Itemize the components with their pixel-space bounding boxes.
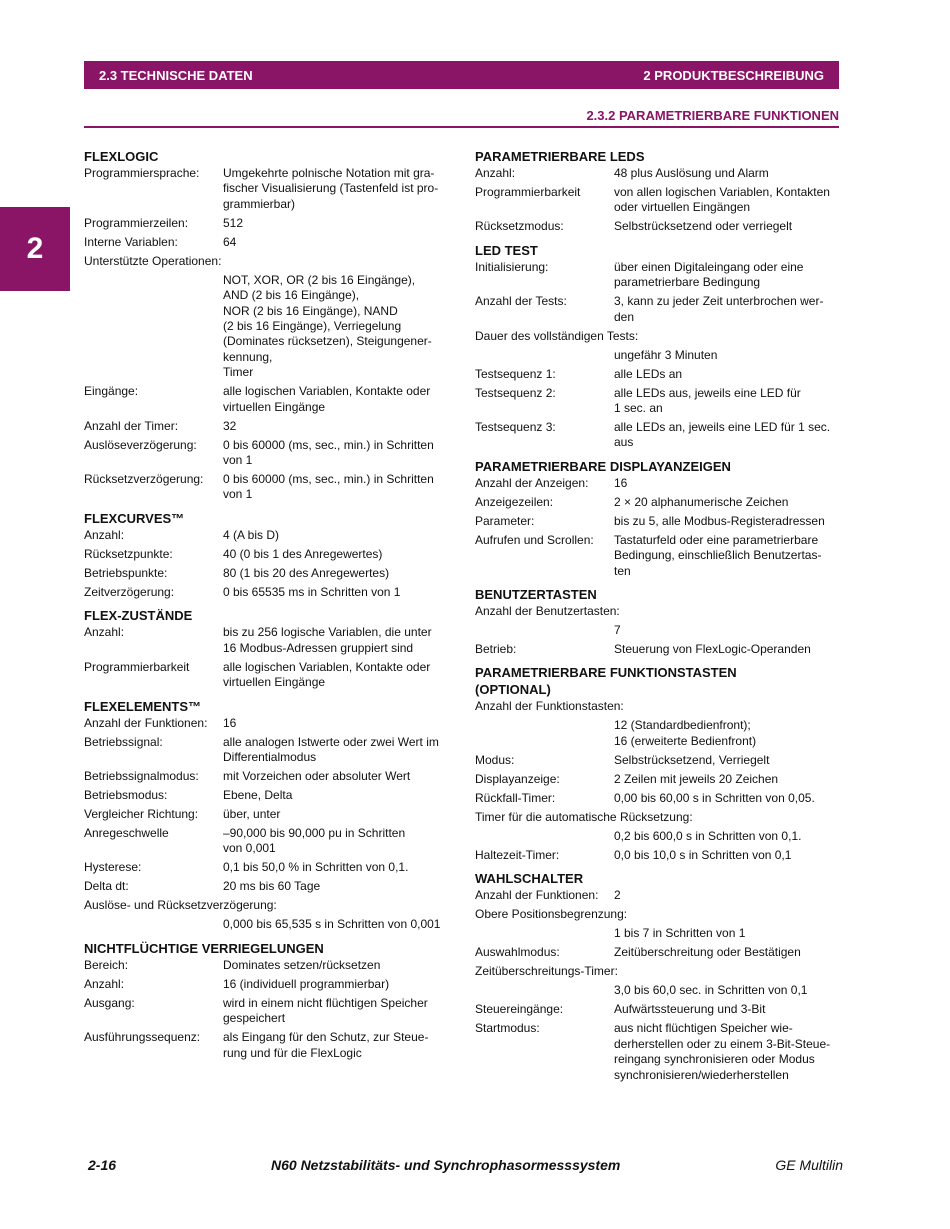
spec-heading: PARAMETRIERBARE LEDS	[475, 149, 645, 164]
spec-value: 40 (0 bis 1 des Anregewertes)	[223, 546, 383, 561]
spec-value: 12 (Standardbedienfront); 16 (erweiterte Bedienfront)	[614, 718, 757, 748]
spec-row	[84, 528, 454, 543]
spec-row	[475, 753, 845, 768]
spec-row	[84, 472, 454, 503]
section-title: 2.3 TECHNISCHE DATEN	[99, 67, 253, 83]
spec-value: Selbstrücksetzend oder verriegelt	[614, 219, 793, 234]
spec-block	[84, 940, 454, 1061]
spec-row	[475, 1021, 845, 1083]
spec-label: Zeitüberschreitungs-Timer:	[475, 964, 618, 979]
document-title: N60 Netzstabilitäts- und Synchrophasormesssystem	[271, 1157, 621, 1173]
spec-row	[84, 807, 454, 822]
spec-row	[475, 495, 845, 510]
spec-label: Startmodus:	[475, 1021, 540, 1036]
spec-heading: FLEXCURVES™	[84, 510, 185, 526]
spec-label: Anzahl der Tests:	[475, 294, 567, 309]
spec-value: 16 (individuell programmierbar)	[223, 976, 390, 991]
chapter-tab	[0, 207, 70, 291]
spec-row	[84, 566, 454, 581]
spec-heading: FLEXLOGIC	[84, 149, 159, 164]
spec-value: 1 bis 7 in Schritten von 1	[614, 926, 746, 941]
spec-value: bis zu 256 logische Variablen, die unter 16 Modbus-Adressen gruppiert sind	[223, 625, 432, 655]
spec-value: 20 ms bis 60 Tage	[223, 879, 321, 894]
spec-row	[475, 514, 845, 529]
brand-name: GE Multilin	[775, 1157, 843, 1173]
spec-block	[84, 510, 454, 600]
spec-value: 2 Zeilen mit jeweils 20 Zeichen	[614, 771, 779, 786]
spec-value: alle logischen Variablen, Kontakte oder virtuellen Eingänge	[223, 384, 431, 414]
spec-row	[84, 788, 454, 803]
spec-label: Betriebssignalmodus:	[84, 768, 199, 783]
spec-label: Anregeschwelle	[84, 825, 169, 840]
spec-label: Steuereingänge:	[475, 1002, 564, 1017]
spec-label: Hysterese:	[84, 860, 142, 875]
spec-row	[84, 977, 454, 992]
spec-value: Umgekehrte polnische Notation mit gra- fischer Visualisierung (Tastenfeld ist pro- grammierbar)	[223, 166, 439, 211]
spec-label: Testsequenz 3:	[475, 420, 556, 435]
page-number: 2-16	[88, 1157, 117, 1173]
spec-block	[84, 698, 454, 933]
spec-value: 0,000 bis 65,535 s in Schritten von 0,001	[223, 917, 441, 932]
spec-row	[84, 860, 454, 875]
spec-value: 3,0 bis 60,0 sec. in Schritten von 0,1	[614, 983, 808, 998]
spec-block	[475, 664, 845, 863]
spec-row	[475, 386, 845, 417]
spec-block	[475, 870, 845, 1083]
spec-label: Eingänge:	[84, 384, 139, 399]
spec-label: Programmierbarkeit	[475, 185, 581, 199]
spec-row	[84, 958, 454, 973]
spec-value: Dominates setzen/rücksetzen	[223, 957, 381, 972]
spec-label: Anzeigezeilen:	[475, 494, 554, 509]
spec-label: Programmierbarkeit	[84, 659, 190, 674]
spec-value: von allen logischen Variablen, Kontakten oder virtuellen Eingängen	[614, 185, 830, 215]
spec-row	[84, 735, 454, 766]
spec-row	[84, 547, 454, 562]
spec-heading: WAHLSCHALTER	[475, 871, 584, 887]
spec-value: 4 (A bis D)	[223, 527, 280, 542]
section-header-bar	[84, 61, 839, 89]
spec-label: Vergleicher Richtung:	[84, 806, 199, 821]
spec-value: 0 bis 60000 (ms, sec., min.) in Schritten von 1	[223, 472, 434, 502]
spec-value: 0,2 bis 600,0 s in Schritten von 0,1.	[614, 828, 802, 843]
spec-row	[84, 1030, 454, 1061]
spec-label: Anzahl:	[84, 625, 125, 640]
spec-label: Interne Variablen:	[84, 234, 178, 249]
spec-label: Anzahl der Funktionstasten:	[475, 699, 624, 714]
spec-row	[475, 476, 845, 491]
spec-row	[475, 642, 845, 657]
spec-label: Aufrufen und Scrollen:	[475, 532, 594, 547]
spec-label: Anzahl der Funktionen:	[84, 715, 208, 730]
spec-value: 0,0 bis 10,0 s in Schritten von 0,1	[614, 847, 792, 862]
spec-heading: FLEX-ZUSTÄNDE	[84, 608, 193, 624]
spec-value: über einen Digitaleingang oder eine parametrierbare Bedingung	[614, 259, 804, 290]
spec-label: Bereich:	[84, 957, 129, 972]
spec-value: Tastaturfeld oder eine parametrierbare Bedingung, einschließlich Benutzertas- ten	[614, 532, 822, 578]
spec-heading: NICHTFLÜCHTIGE VERRIEGELUNGEN	[84, 940, 324, 956]
spec-value: als Eingang für den Schutz, zur Steue- rung und für die FlexLogic	[223, 1030, 429, 1060]
spec-label: Obere Positionsbegrenzung:	[475, 907, 628, 922]
spec-block	[84, 607, 454, 690]
spec-value: Zeitüberschreitung oder Bestätigen	[614, 945, 801, 960]
spec-row	[475, 367, 845, 382]
spec-row	[475, 219, 845, 234]
spec-row	[475, 260, 845, 291]
spec-value: 0,1 bis 50,0 % in Schritten von 0,1.	[223, 860, 409, 875]
spec-value: 0 bis 65535 ms in Schritten von 1	[223, 584, 401, 599]
spec-row	[84, 419, 454, 434]
chapter-title: 2 PRODUKTBESCHREIBUNG	[643, 67, 824, 83]
spec-label: Auslöse- und Rücksetzverzögerung:	[84, 898, 277, 913]
right-column	[475, 148, 845, 1090]
spec-value: Ebene, Delta	[223, 787, 293, 802]
spec-value: 32	[223, 418, 237, 433]
spec-row	[84, 585, 454, 600]
spec-label: Rücksetzpunkte:	[84, 546, 173, 561]
spec-value: 2	[614, 888, 621, 903]
spec-row	[475, 1002, 845, 1017]
spec-row	[84, 660, 454, 691]
spec-row	[84, 996, 454, 1027]
spec-row	[475, 888, 845, 903]
spec-label: Betriebssignal:	[84, 734, 163, 749]
spec-label: Betriebspunkte:	[84, 565, 168, 580]
spec-value: 0 bis 60000 (ms, sec., min.) in Schritten von 1	[223, 437, 434, 468]
spec-block	[475, 242, 845, 451]
spec-row	[475, 772, 845, 787]
spec-value: alle LEDs aus, jeweils eine LED für 1 sec. an	[614, 385, 801, 416]
spec-value: ungefähr 3 Minuten	[614, 347, 718, 362]
spec-value: über, unter	[223, 806, 281, 821]
spec-row	[475, 945, 845, 960]
spec-heading: LED TEST	[475, 242, 538, 258]
spec-row	[84, 625, 454, 656]
spec-heading: FLEXELEMENTS™	[84, 698, 202, 714]
spec-label: Displayanzeige:	[475, 771, 560, 786]
spec-row	[84, 879, 454, 894]
spec-value: 512	[223, 215, 244, 230]
spec-label: Zeitverzögerung:	[84, 584, 175, 599]
spec-row	[84, 235, 454, 250]
spec-label: Dauer des vollständigen Tests:	[475, 328, 639, 343]
spec-value: 48 plus Auslösung und Alarm	[614, 166, 769, 180]
spec-value: NOT, XOR, OR (2 bis 16 Eingänge), AND (2 bis 16 Eingänge), NOR (2 bis 16 Eingänge), NAND (2 bis 16 Eingänge), Verriegelung (Dominates rücksetzen), Steigungener- kennung, Timer	[223, 272, 432, 380]
chapter-tab-number: 2	[26, 232, 44, 265]
spec-label: Unterstützte Operationen:	[84, 253, 222, 268]
spec-label: Testsequenz 1:	[475, 366, 556, 381]
spec-row	[475, 791, 845, 806]
spec-value: alle analogen Istwerte oder zwei Wert im Differentialmodus	[223, 734, 439, 764]
spec-label: Betrieb:	[475, 642, 517, 657]
spec-value: 0,00 bis 60,00 s in Schritten von 0,05.	[614, 790, 815, 805]
spec-value: 2 × 20 alphanumerische Zeichen	[614, 494, 789, 509]
spec-heading: BENUTZERTASTEN	[475, 587, 597, 603]
spec-row	[475, 185, 845, 216]
spec-value: 3, kann zu jeder Zeit unterbrochen wer- den	[614, 294, 824, 324]
spec-row	[84, 216, 454, 231]
spec-row	[475, 294, 845, 325]
spec-value: alle LEDs an, jeweils eine LED für 1 sec. aus	[614, 420, 831, 450]
spec-label: Anzahl:	[84, 976, 125, 991]
spec-label: Auswahlmodus:	[475, 945, 560, 960]
subsection-rule	[84, 126, 839, 128]
spec-value: alle LEDs an	[614, 366, 683, 381]
spec-row	[84, 384, 454, 415]
spec-row	[84, 769, 454, 784]
spec-row	[84, 716, 454, 731]
spec-value: 64	[223, 234, 237, 249]
spec-block	[84, 148, 454, 503]
spec-label: Anzahl:	[475, 166, 516, 180]
spec-heading: PARAMETRIERBARE FUNKTIONSTASTEN (OPTIONAL)	[475, 665, 737, 698]
spec-label: Modus:	[475, 752, 515, 767]
spec-value: Selbstrücksetzend, Verriegelt	[614, 752, 770, 767]
spec-label: Ausgang:	[84, 995, 135, 1010]
spec-value: Steuerung von FlexLogic-Operanden	[614, 642, 811, 657]
spec-label: Initialisierung:	[475, 259, 549, 274]
spec-label: Anzahl der Timer:	[84, 418, 179, 433]
spec-value: 16	[614, 475, 628, 490]
spec-label: Ausführungssequenz:	[84, 1030, 201, 1045]
spec-value: bis zu 5, alle Modbus-Registeradressen	[614, 513, 825, 528]
spec-value: –90,000 bis 90,000 pu in Schritten von 0,001	[223, 825, 406, 856]
spec-value: mit Vorzeichen oder absoluter Wert	[223, 768, 411, 783]
spec-label: Haltezeit-Timer:	[475, 847, 560, 862]
spec-value: wird in einem nicht flüchtigen Speicher gespeichert	[223, 995, 428, 1026]
spec-label: Testsequenz 2:	[475, 385, 556, 400]
subsection-title: 2.3.2 PARAMETRIERBARE FUNKTIONEN	[586, 108, 839, 123]
spec-label: Betriebsmodus:	[84, 787, 168, 802]
left-column	[84, 148, 454, 1068]
spec-label: Parameter:	[475, 513, 535, 528]
spec-label: Rückfall-Timer:	[475, 790, 556, 805]
spec-label: Rücksetzverzögerung:	[84, 472, 204, 487]
spec-label: Anzahl:	[84, 527, 125, 542]
spec-row	[475, 848, 845, 863]
spec-value: 16	[223, 715, 237, 730]
spec-label: Anzahl der Funktionen:	[475, 888, 599, 903]
spec-value: alle logischen Variablen, Kontakte oder virtuellen Eingänge	[223, 659, 431, 690]
spec-label: Rücksetzmodus:	[475, 219, 564, 234]
spec-heading: PARAMETRIERBARE DISPLAYANZEIGEN	[475, 458, 731, 474]
spec-label: Delta dt:	[84, 879, 129, 894]
spec-value: 80 (1 bis 20 des Anregewertes)	[223, 565, 390, 580]
spec-block	[475, 458, 845, 579]
spec-value: aus nicht flüchtigen Speicher wie- derherstellen oder zu einem 3-Bit-Steue- reingang synchronisieren oder Modus synchronisieren/wiederherstellen	[614, 1021, 831, 1082]
spec-block	[475, 148, 845, 235]
spec-label: Anzahl der Benutzertasten:	[475, 604, 620, 619]
spec-row	[84, 826, 454, 857]
spec-row	[475, 420, 845, 451]
spec-label: Anzahl der Anzeigen:	[475, 475, 589, 490]
spec-label: Programmierzeilen:	[84, 215, 189, 230]
spec-row	[84, 438, 454, 469]
spec-label: Timer für die automatische Rücksetzung:	[475, 809, 693, 824]
spec-label: Programmiersprache:	[84, 166, 200, 180]
spec-row	[475, 533, 845, 579]
spec-block	[475, 586, 845, 657]
spec-label: Auslöseverzögerung:	[84, 437, 197, 452]
page-footer	[88, 1157, 843, 1173]
spec-row	[84, 166, 454, 212]
spec-value: 7	[614, 623, 621, 638]
spec-value: Aufwärtssteuerung und 3-Bit	[614, 1002, 766, 1017]
spec-row	[475, 166, 845, 181]
